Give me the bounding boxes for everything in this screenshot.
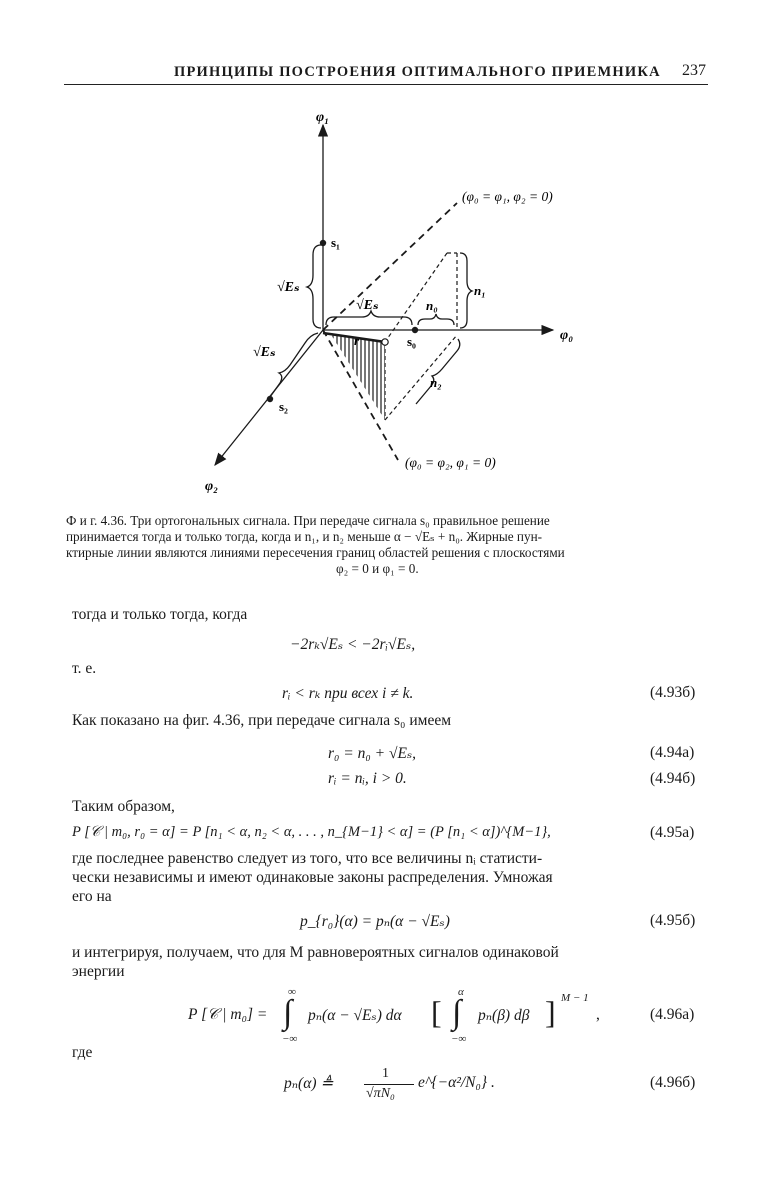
phi0-axis-label: φ₀ xyxy=(560,328,574,343)
label-s2: s₂ xyxy=(279,399,288,414)
paragraph-5-line-1: где последнее равенство следует из того, что все величины nᵢ статисти- xyxy=(72,850,543,867)
paragraph-5-line-2: чески независимы и имеют одинаковые законы распределения. Умножая xyxy=(72,869,553,886)
running-header: ПРИНЦИПЫ ПОСТРОЕНИЯ ОПТИМАЛЬНОГО ПРИЕМНИКА xyxy=(174,64,661,80)
equation-4-94a: r₀ = n₀ + √Eₛ, xyxy=(328,745,417,762)
equation-4-96b-rhs: e^{−α²/N₀} . xyxy=(418,1074,495,1091)
equation-4-96b-lhs: pₙ(α) ≜ xyxy=(284,1075,334,1092)
label-r: r xyxy=(354,333,360,348)
brace-sqrtEs-phi2 xyxy=(270,333,318,397)
paragraph-2: т. е. xyxy=(72,660,97,677)
paragraph-5-line-3: его на xyxy=(72,888,112,905)
label-n0: n₀ xyxy=(426,298,438,313)
brace-sqrtEs-phi1 xyxy=(307,245,321,328)
point-s0 xyxy=(412,327,418,333)
equation-tag-4-93b: (4.93б) xyxy=(650,684,696,701)
comma: , xyxy=(596,1006,600,1023)
caption-line-2: принимается тогда и только тогда, когда и n₁, и n₂ меньше α − √Eₛ + n₀. Жирные пун- xyxy=(66,529,543,544)
equation-tag-4-94a: (4.94а) xyxy=(650,744,695,761)
power-exponent: M − 1 xyxy=(561,992,589,1004)
equation-tag-4-95a: (4.95а) xyxy=(650,824,695,841)
fraction-denominator: √πN₀ xyxy=(366,1086,395,1101)
paragraph-6-line-1: и интегрируя, получаем, что для M равновероятных сигналов одинаковой xyxy=(72,944,559,961)
integral-2-sign: ∫ xyxy=(452,994,462,1031)
label-s0: s₀ xyxy=(407,334,416,349)
label-sqrtEs-phi0: √Eₛ xyxy=(356,298,379,313)
caption-line-4: φ₂ = 0 и φ₁ = 0. xyxy=(336,561,419,576)
phi2-axis-label: φ₂ xyxy=(205,479,219,494)
equation-4-96a-inner: pₙ(β) dβ xyxy=(478,1007,530,1024)
brace-n0 xyxy=(418,314,454,325)
label-s1: s₁ xyxy=(331,235,340,250)
label-sqrtEs-phi2: √Eₛ xyxy=(253,345,276,360)
caption-line-1: Ф и г. 4.36. Три ортогональных сигнала. При передаче сигнала s₀ правильное решение xyxy=(66,513,550,528)
equation-tag-4-94b: (4.94б) xyxy=(650,770,696,787)
equation-tag-4-96b: (4.96б) xyxy=(650,1074,696,1091)
label-sqrtEs-phi1: √Eₛ xyxy=(277,280,300,295)
fraction-numerator: 1 xyxy=(382,1066,389,1081)
paragraph-3: Как показано на фиг. 4.36, при передаче сигнала s₀ имеем xyxy=(72,712,452,729)
integral-1-lower: −∞ xyxy=(282,1033,298,1045)
equation-4-96a-mid: pₙ(α − √Eₛ) dα xyxy=(308,1007,402,1024)
equation-4-95a: P [𝒞 | m₀, r₀ = α] = P [n₁ < α, n₂ < α, . . . , n_{M−1} < α] = (P [n₁ < α])^{M−1}, xyxy=(72,824,551,840)
fraction-bar xyxy=(364,1084,414,1085)
integral-1-upper: ∞ xyxy=(288,986,296,998)
boundary-label-phi0-phi1: (φ₀ = φ₁, φ₂ = 0) xyxy=(462,189,553,204)
received-point xyxy=(382,339,388,345)
brace-n1 xyxy=(460,253,472,328)
label-n2: n₂ xyxy=(430,375,442,390)
figure-4-36 xyxy=(0,95,771,505)
boundary-label-phi0-phi2: (φ₀ = φ₂, φ₁ = 0) xyxy=(405,455,496,470)
caption-line-3: ктирные линии являются линиями пересечения границ областей решения с плоскостями xyxy=(66,545,565,560)
page-number: 237 xyxy=(682,62,706,79)
region-edge xyxy=(385,335,457,420)
integral-2-upper: α xyxy=(458,986,464,998)
equation-inequality: −2rₖ√Eₛ < −2rᵢ√Eₛ, xyxy=(290,636,416,653)
paragraph-4: Таким образом, xyxy=(72,798,175,815)
paragraph-6-line-2: энергии xyxy=(72,963,125,980)
left-bracket: [ xyxy=(431,994,442,1030)
equation-4-96a-lhs: P [𝒞 | m₀] = xyxy=(188,1006,268,1023)
equation-4-95b: p_{r₀}(α) = pₙ(α − √Eₛ) xyxy=(300,913,450,930)
equation-tag-4-95b: (4.95б) xyxy=(650,912,696,929)
header-rule xyxy=(64,84,708,85)
right-bracket: ] xyxy=(545,994,556,1030)
paragraph-1: тогда и только тогда, когда xyxy=(72,606,248,623)
equation-tag-4-96a: (4.96а) xyxy=(650,1006,695,1023)
phi1-axis-label: φ₁ xyxy=(316,110,330,125)
integral-2-lower: −∞ xyxy=(451,1033,467,1045)
brace-sqrtEs-phi0 xyxy=(326,311,412,325)
label-n1: n₁ xyxy=(474,283,486,298)
brace-n2 xyxy=(416,339,460,404)
integral-1-sign: ∫ xyxy=(283,994,293,1031)
equation-4-94b: rᵢ = nᵢ, i > 0. xyxy=(328,770,407,787)
equation-4-93b: rᵢ < rₖ при всех i ≠ k. xyxy=(282,685,414,702)
paragraph-7: где xyxy=(72,1044,93,1061)
